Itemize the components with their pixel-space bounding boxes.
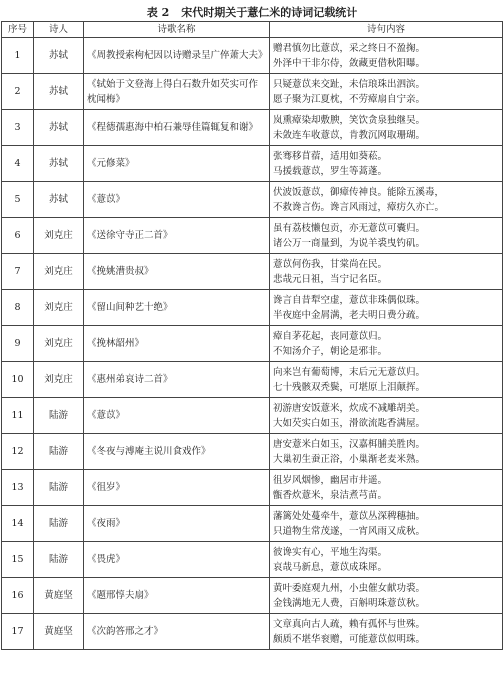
header-content: 诗句内容 — [270, 22, 503, 38]
row-poet: 陆游 — [34, 506, 84, 542]
table-row — [2, 434, 503, 470]
poem-line: 瘴自茅花起，丧同薏苡归。 — [273, 330, 388, 342]
row-title-cell — [84, 434, 270, 470]
poem-line: 不知汤介子，朝论是邪非。 — [273, 345, 388, 357]
poem-line: 甑香炊薏米，泉洁煮芎苗。 — [273, 489, 388, 501]
row-title: 《薏苡》 — [87, 194, 126, 205]
table-row — [2, 506, 503, 542]
row-poet: 苏轼 — [34, 146, 84, 182]
row-title: 《薏苡》 — [87, 410, 126, 421]
poem-line: 不救谗言伤。谗言风雨过，瘴疠久亦亡。 — [273, 201, 445, 213]
row-poet: 苏轼 — [34, 38, 84, 74]
row-title-cell — [84, 74, 270, 110]
row-content-cell — [270, 182, 503, 218]
header-seq: 序号 — [2, 22, 34, 38]
row-poet: 苏轼 — [34, 74, 84, 110]
row-poet: 陆游 — [34, 434, 84, 470]
table-caption — [0, 4, 504, 20]
header-poet: 诗人 — [34, 22, 84, 38]
row-title: 《题邢惇夫扇》 — [87, 590, 154, 601]
row-content-cell — [270, 326, 503, 362]
row-content-cell — [270, 398, 503, 434]
poem-line: 金钱满地无人费，百斛明珠薏苡秋。 — [273, 597, 426, 609]
row-content-cell — [270, 434, 503, 470]
row-seq: 6 — [2, 218, 34, 254]
row-title: 《留山间种艺十绝》 — [87, 302, 173, 313]
row-content-cell — [270, 218, 503, 254]
poem-line: 诸公万一商量到，为说羊裘曳钓矶。 — [273, 237, 426, 249]
poem-line: 张骞移苜蓿，适用如葵菘。 — [273, 150, 388, 162]
poem-line: 徂岁风烟惨，幽居市井遥。 — [273, 474, 388, 486]
row-title-cell — [84, 362, 270, 398]
row-content-cell — [270, 38, 503, 74]
table-row — [2, 326, 503, 362]
row-poet: 刘克庄 — [34, 254, 84, 290]
table-row — [2, 254, 503, 290]
row-content-cell — [270, 290, 503, 326]
row-title-cell — [84, 146, 270, 182]
poem-line: 半夜庭中金屑满，老夫明日费分疏。 — [273, 309, 426, 321]
poem-line: 初游唐安饭薏米，炊成不减雕胡美。 — [273, 402, 426, 414]
row-title: 《程德孺惠海中柏石兼辱佳篇辄复和谢》 — [87, 122, 259, 133]
table-row — [2, 218, 503, 254]
row-seq: 4 — [2, 146, 34, 182]
row-title: 《送徐守寺正二首》 — [87, 230, 173, 241]
row-poet: 苏轼 — [34, 110, 84, 146]
poems-table — [1, 21, 503, 650]
table-row — [2, 542, 503, 578]
row-title-cell — [84, 218, 270, 254]
row-seq: 17 — [2, 614, 34, 650]
poem-line: 颇质不堪华衮赠，可能薏苡似明珠。 — [273, 633, 426, 645]
poem-line: 虽有荔枝懒包贡，亦无薏苡可囊归。 — [273, 222, 426, 234]
table-row — [2, 146, 503, 182]
row-title-cell — [84, 578, 270, 614]
poem-line: 七十残骸双秃鬓，可堪原上泪颠挥。 — [273, 381, 426, 393]
row-seq: 3 — [2, 110, 34, 146]
row-content-cell — [270, 362, 503, 398]
poem-line: 文章真向古人疏，赖有孤怀与世殊。 — [273, 618, 426, 630]
row-title: 《周教授索枸杞因以诗赠录呈广倅萧大夫》 — [87, 50, 268, 61]
row-poet: 刘克庄 — [34, 326, 84, 362]
row-title-cell — [84, 254, 270, 290]
row-seq: 5 — [2, 182, 34, 218]
row-poet: 陆游 — [34, 542, 84, 578]
poem-line: 伏波饭薏苡，御瘴传神良。能除五溪毒， — [273, 186, 445, 198]
poem-line: 赠君慎勿比薏苡，采之终日不盈掬。 — [273, 42, 426, 54]
poem-line: 未敛连车收薏苡，肯教沉网取珊瑚。 — [273, 129, 426, 141]
row-title-cell — [84, 182, 270, 218]
poem-line: 彼谗实有心，平地生沟渠。 — [273, 546, 388, 558]
row-title-cell — [84, 38, 270, 74]
poem-line: 大巢初生蚕正浴，小巢渐老麦米熟。 — [273, 453, 426, 465]
poem-line: 黄叶委庭观九州，小虫催女献功裘。 — [273, 582, 426, 594]
row-seq: 11 — [2, 398, 34, 434]
row-content-cell — [270, 578, 503, 614]
row-content-cell — [270, 110, 503, 146]
row-title-cell — [84, 398, 270, 434]
poem-line: 外泽中干非尔侍，敛藏更借秋阳曝。 — [273, 57, 426, 69]
poem-line: 只疑薏苡来交趾，未信琅珠出泗滨。 — [273, 78, 426, 90]
poem-line: 马援载薏苡，罗生等蒿蓬。 — [273, 165, 388, 177]
row-poet: 刘克庄 — [34, 290, 84, 326]
poem-line: 谗言自昔犁空虚，薏苡非珠偶似珠。 — [273, 294, 426, 306]
row-seq: 10 — [2, 362, 34, 398]
poem-line: 悲哉元日祖，当宁记名臣。 — [273, 273, 388, 285]
row-seq: 1 — [2, 38, 34, 74]
row-seq: 7 — [2, 254, 34, 290]
row-poet: 陆游 — [34, 398, 84, 434]
row-title-cell — [84, 326, 270, 362]
row-content-cell — [270, 254, 503, 290]
row-title: 《挽林韶州》 — [87, 338, 145, 349]
table-row — [2, 110, 503, 146]
row-seq: 14 — [2, 506, 34, 542]
poem-line: 唐安薏米白如玉，汉嘉栮脯美胜肉。 — [273, 438, 426, 450]
row-title: 《轼始于文登海上得白石数升如芡实可作枕闻梅》 — [87, 78, 259, 105]
row-content-cell — [270, 614, 503, 650]
table-title: 宋代时期关于薏仁米的诗词记载统计 — [181, 6, 358, 19]
row-title: 《徂岁》 — [87, 482, 126, 493]
table-row — [2, 182, 503, 218]
poem-line: 藩篱处处蔓牵牛，薏苡丛深稗穗抽。 — [273, 510, 426, 522]
row-title-cell — [84, 614, 270, 650]
row-title: 《畏虎》 — [87, 554, 126, 565]
row-title: 《惠州弟哀诗二首》 — [87, 374, 173, 385]
row-seq: 13 — [2, 470, 34, 506]
poem-line: 大如芡实白如玉，滑欲流匙香满屋。 — [273, 417, 426, 429]
header-title: 诗歌名称 — [84, 22, 270, 38]
row-poet: 刘克庄 — [34, 362, 84, 398]
row-title: 《冬夜与溥庵主说川食戏作》 — [87, 446, 211, 457]
row-title: 《次韵答邢之才》 — [87, 626, 164, 637]
poem-line: 岚熏瘴染却敷腴，笑饮贪泉独继吴。 — [273, 114, 426, 126]
table-label: 表 2 — [146, 6, 170, 19]
row-poet: 黄庭坚 — [34, 578, 84, 614]
table-row — [2, 290, 503, 326]
row-poet: 苏轼 — [34, 182, 84, 218]
row-seq: 8 — [2, 290, 34, 326]
poem-line: 愿子聚为江夏枕，不劳瘴扇自宁亲。 — [273, 93, 426, 105]
row-poet: 黄庭坚 — [34, 614, 84, 650]
row-content-cell — [270, 506, 503, 542]
poem-line: 只道物生常茂遂，一宵风雨又成秋。 — [273, 525, 426, 537]
table-row — [2, 398, 503, 434]
row-title-cell — [84, 506, 270, 542]
row-seq: 16 — [2, 578, 34, 614]
table-body — [2, 38, 503, 650]
row-title-cell — [84, 290, 270, 326]
row-title-cell — [84, 542, 270, 578]
row-title: 《挽姚漕贵叔》 — [87, 266, 154, 277]
row-title: 《夜雨》 — [87, 518, 126, 529]
row-content-cell — [270, 470, 503, 506]
poem-line: 向来岂有葡萄博，末后元无薏苡归。 — [273, 366, 426, 378]
table-row — [2, 38, 503, 74]
poem-line: 哀哉马新息，薏苡成珠犀。 — [273, 561, 388, 573]
row-seq: 12 — [2, 434, 34, 470]
row-content-cell — [270, 542, 503, 578]
table-header-row — [2, 22, 503, 38]
row-title-cell — [84, 470, 270, 506]
row-content-cell — [270, 74, 503, 110]
row-title-cell — [84, 110, 270, 146]
row-poet: 陆游 — [34, 470, 84, 506]
table-row — [2, 470, 503, 506]
row-content-cell — [270, 146, 503, 182]
row-seq: 15 — [2, 542, 34, 578]
table-row — [2, 578, 503, 614]
row-poet: 刘克庄 — [34, 218, 84, 254]
poem-line: 薏苡何伤我，甘棠尚在民。 — [273, 258, 388, 270]
table-row — [2, 74, 503, 110]
table-row — [2, 362, 503, 398]
row-seq: 2 — [2, 74, 34, 110]
row-seq: 9 — [2, 326, 34, 362]
row-title: 《元修菜》 — [87, 158, 135, 169]
table-row — [2, 614, 503, 650]
